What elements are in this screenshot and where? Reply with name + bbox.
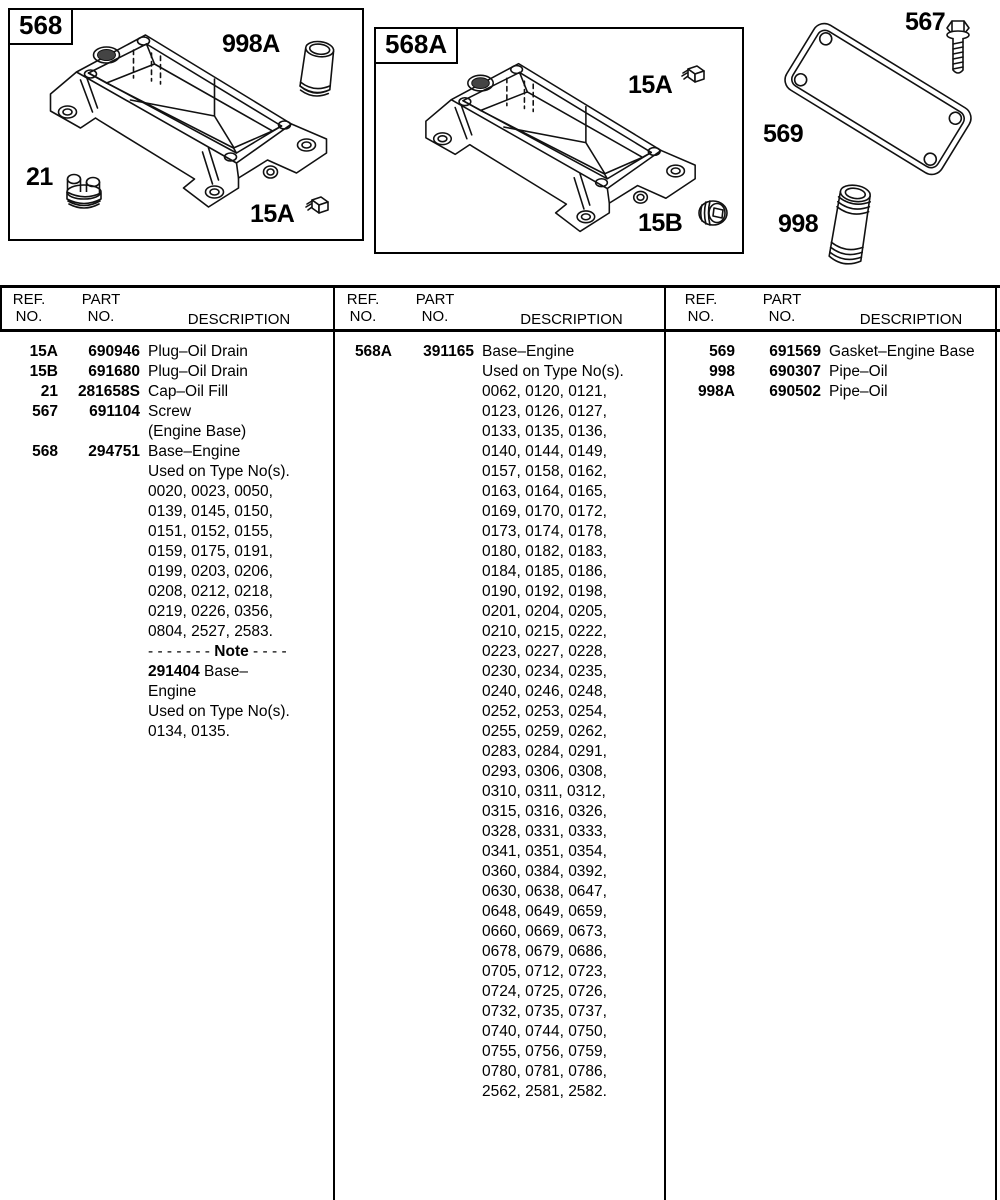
description-line: 0252, 0253, 0254, — [482, 703, 607, 720]
description-line — [148, 642, 333, 662]
ref-no-cell: 15A — [29, 343, 58, 360]
oil-drain-plug-illustration — [680, 63, 708, 89]
description-line: 0201, 0204, 0205, — [482, 603, 607, 620]
ref-no-cell: 15B — [29, 363, 58, 380]
header-text: DESCRIPTION — [520, 311, 623, 328]
oil-drain-plug-illustration — [696, 197, 730, 229]
table-header-col3 — [665, 289, 995, 329]
header-text: PART — [762, 291, 802, 308]
description-header — [827, 289, 995, 329]
description-cell — [829, 342, 995, 362]
table-header-col1 — [0, 289, 334, 329]
part-no-cell: 691104 — [89, 403, 140, 420]
description-header — [478, 289, 665, 329]
description-header — [144, 289, 334, 329]
ref-no-header — [0, 289, 58, 329]
table-right-border — [995, 285, 997, 1200]
ref-no-cell: 998A — [697, 383, 735, 400]
oil-pipe-illustration — [819, 180, 880, 274]
description-line: Used on Type No(s). — [148, 703, 290, 720]
part-ref-label-15b: 15B — [638, 209, 683, 237]
part-ref-label-998a: 998A — [222, 30, 280, 58]
part-ref-label-567: 567 — [905, 8, 946, 36]
parts-table-column-3 — [665, 342, 995, 402]
table-header-col2 — [334, 289, 665, 329]
description-line: Base–Engine — [148, 443, 241, 460]
description-line: 0184, 0185, 0186, — [482, 563, 607, 580]
ref-no-cell: 998 — [709, 363, 735, 380]
part-no-header — [392, 289, 478, 329]
description-line: 0151, 0152, 0155, — [148, 523, 273, 540]
description-line: (Engine Base) — [148, 423, 247, 440]
ref-no-cell: 568 — [32, 443, 58, 460]
gasket-illustration — [757, 22, 997, 177]
description-line: 0159, 0175, 0191, — [148, 543, 273, 560]
table-row — [334, 342, 664, 1102]
table-row — [665, 362, 995, 382]
table-row — [0, 442, 333, 742]
description-line: 0705, 0712, 0723, — [482, 963, 607, 980]
table-row — [0, 342, 333, 362]
part-ref-label-21: 21 — [26, 163, 53, 191]
header-text: NO. — [687, 308, 715, 325]
description-line: 0123, 0126, 0127, — [482, 403, 607, 420]
description-line: 0740, 0744, 0750, — [482, 1023, 607, 1040]
ref-no-header — [665, 289, 737, 329]
description-line: 0255, 0259, 0262, — [482, 723, 607, 740]
description-cell — [148, 362, 333, 382]
part-no-cell: 690946 — [88, 343, 140, 360]
description-line: 0240, 0246, 0248, — [482, 683, 607, 700]
header-text: NO. — [421, 308, 449, 325]
header-text: REF. — [12, 291, 46, 308]
description-cell — [482, 342, 664, 1102]
part-no-header — [737, 289, 827, 329]
header-text: DESCRIPTION — [859, 311, 963, 328]
description-line: 0755, 0756, 0759, — [482, 1043, 607, 1060]
part-ref-label-15a: 15A — [628, 71, 673, 99]
ref-no-cell: 21 — [40, 383, 58, 400]
description-line: 0062, 0120, 0121, — [482, 383, 607, 400]
description-line — [148, 662, 333, 682]
part-no-cell: 294751 — [88, 443, 140, 460]
header-text: REF. — [346, 291, 380, 308]
table-top-rule — [0, 285, 1000, 288]
part-no-header — [58, 289, 144, 329]
description-line: Pipe–Oil — [829, 383, 888, 400]
ref-no-header — [334, 289, 392, 329]
table-row — [0, 362, 333, 382]
description-line: 0283, 0284, 0291, — [482, 743, 607, 760]
description-line: 0804, 2527, 2583. — [148, 623, 273, 640]
part-ref-label-998: 998 — [778, 210, 819, 238]
table-row — [665, 342, 995, 362]
description-line: 0020, 0023, 0050, — [148, 483, 273, 500]
description-line: 0660, 0669, 0673, — [482, 923, 607, 940]
part-no-cell: 391165 — [423, 343, 474, 360]
description-segment: - - - - - - - — [148, 643, 215, 660]
description-line: 0230, 0234, 0235, — [482, 663, 607, 680]
header-text: NO. — [349, 308, 377, 325]
description-line: 0208, 0212, 0218, — [148, 583, 273, 600]
description-cell — [829, 362, 995, 382]
description-line: 0678, 0679, 0686, — [482, 943, 607, 960]
description-line: 0180, 0182, 0183, — [482, 543, 607, 560]
description-line: Used on Type No(s). — [148, 463, 290, 480]
description-line: 0648, 0649, 0659, — [482, 903, 607, 920]
description-line: 0199, 0203, 0206, — [148, 563, 273, 580]
header-text: DESCRIPTION — [187, 311, 291, 328]
description-line: 0169, 0170, 0172, — [482, 503, 607, 520]
description-line: Base–Engine — [482, 343, 575, 360]
description-line: 0157, 0158, 0162, — [482, 463, 607, 480]
header-text: NO. — [15, 308, 43, 325]
table-header-rule — [0, 329, 1000, 332]
part-no-cell: 691680 — [88, 363, 140, 380]
part-no-cell: 690502 — [769, 383, 821, 400]
ref-no-cell: 567 — [32, 403, 58, 420]
description-line: Pipe–Oil — [829, 363, 888, 380]
header-text: NO. — [87, 308, 115, 325]
description-cell — [148, 402, 333, 442]
description-line: 0210, 0215, 0222, — [482, 623, 607, 640]
description-line: 0139, 0145, 0150, — [148, 503, 273, 520]
description-segment: Base– — [199, 663, 248, 680]
description-line: 0133, 0135, 0136, — [482, 423, 607, 440]
part-no-cell: 691569 — [769, 343, 821, 360]
description-line: 0732, 0735, 0737, — [482, 1003, 607, 1020]
diagram-tag-568: 568 — [8, 8, 73, 45]
description-line: 0310, 0311, 0312, — [482, 783, 606, 800]
description-line: 0315, 0316, 0326, — [482, 803, 607, 820]
header-text: PART — [81, 291, 121, 308]
table-column-divider — [664, 285, 666, 1200]
oil-drain-plug-illustration — [304, 194, 332, 220]
description-segment: 291404 — [148, 663, 200, 680]
description-cell — [148, 382, 333, 402]
table-row — [0, 382, 333, 402]
description-cell — [829, 382, 995, 402]
ref-no-cell: 568A — [354, 343, 392, 360]
description-line: 0780, 0781, 0786, — [482, 1063, 607, 1080]
description-line: 0223, 0227, 0228, — [482, 643, 607, 660]
diagram-box-568 — [8, 8, 364, 241]
description-line: 0293, 0306, 0308, — [482, 763, 607, 780]
description-line: 0190, 0192, 0198, — [482, 583, 607, 600]
oil-pipe-illustration — [292, 38, 341, 105]
part-no-cell: 281658S — [77, 383, 140, 400]
description-line: 0173, 0174, 0178, — [482, 523, 607, 540]
table-row — [665, 382, 995, 402]
header-text: NO. — [768, 308, 796, 325]
part-ref-label-569: 569 — [763, 120, 804, 148]
description-segment: Note — [214, 643, 249, 660]
part-no-cell: 690307 — [769, 363, 821, 380]
description-line: Gasket–Engine Base — [829, 343, 975, 360]
description-line: Screw — [148, 403, 192, 420]
diagram-box-568a — [374, 27, 744, 254]
description-line: Plug–Oil Drain — [148, 363, 248, 380]
description-cell — [148, 342, 333, 362]
description-line: Plug–Oil Drain — [148, 343, 248, 360]
table-row — [0, 402, 333, 442]
description-line: 0328, 0331, 0333, — [482, 823, 607, 840]
description-line: Used on Type No(s). — [482, 363, 624, 380]
description-line: 0163, 0164, 0165, — [482, 483, 607, 500]
description-line: 0140, 0144, 0149, — [482, 443, 607, 460]
header-text: REF. — [684, 291, 718, 308]
description-cell — [148, 442, 333, 742]
parts-table-column-1 — [0, 342, 333, 742]
description-line: 0630, 0638, 0647, — [482, 883, 607, 900]
header-text: PART — [415, 291, 455, 308]
description-line: 0724, 0725, 0726, — [482, 983, 607, 1000]
description-line: 2562, 2581, 2582. — [482, 1083, 607, 1100]
oil-fill-cap-illustration — [56, 170, 112, 212]
parts-table-column-2 — [334, 342, 664, 1102]
description-line: 0341, 0351, 0354, — [482, 843, 607, 860]
description-line: 0360, 0384, 0392, — [482, 863, 607, 880]
description-line: Cap–Oil Fill — [148, 383, 229, 400]
description-segment: - - - - — [248, 643, 287, 660]
ref-no-cell: 569 — [709, 343, 735, 360]
description-line: 0134, 0135. — [148, 723, 230, 740]
diagram-tag-568a: 568A — [374, 27, 458, 64]
description-line: 0219, 0226, 0356, — [148, 603, 273, 620]
description-line: Engine — [148, 683, 197, 700]
part-ref-label-15a: 15A — [250, 200, 295, 228]
